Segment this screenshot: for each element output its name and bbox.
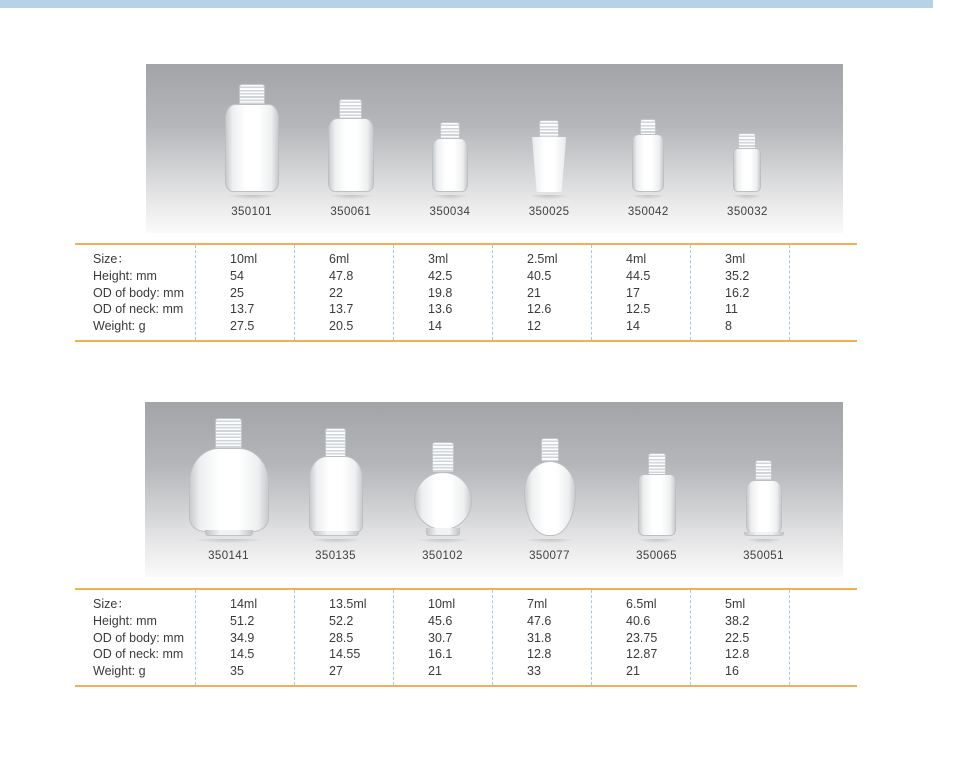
- spec-value: 12: [527, 319, 541, 334]
- bottle-350042: [599, 64, 698, 233]
- glass-bottle-icon: [432, 122, 468, 192]
- spec-value: 31.8: [527, 630, 552, 645]
- spec-value: 21: [527, 285, 541, 300]
- bottle-reflection: [523, 195, 575, 201]
- spec-value: 7ml: [527, 597, 548, 611]
- spec-value: 12.8: [527, 647, 552, 662]
- glass-bottle-icon: [632, 119, 664, 192]
- bottle-body: [524, 461, 576, 536]
- bottle-body: [432, 138, 468, 192]
- bottle-350051: [710, 402, 817, 577]
- spec-value: 35: [230, 664, 244, 679]
- spec-value: 12.5: [626, 302, 651, 317]
- bottle-photo-group-2: [145, 402, 843, 577]
- bottle-reflection: [626, 195, 670, 201]
- bottle-neck: [432, 442, 454, 472]
- glass-bottle-icon: [638, 453, 676, 536]
- glass-bottle-icon: [189, 418, 269, 536]
- bottle-reflection: [518, 539, 582, 545]
- spec-row-labels: [75, 245, 195, 340]
- bottle-350025: [500, 64, 599, 233]
- bottle-body: [632, 134, 664, 192]
- spec-value: 16.1: [428, 647, 453, 662]
- spec-value: 44.5: [626, 268, 651, 283]
- spec-value: 6ml: [329, 252, 350, 266]
- bottle-350135: [282, 402, 389, 577]
- spec-tail-spacer: [789, 245, 857, 340]
- spec-row-label: Weight: g: [93, 319, 146, 334]
- bottle-reflection: [303, 539, 369, 545]
- spec-value: 13.7: [329, 302, 354, 317]
- bottle-350065: [603, 402, 710, 577]
- spec-row-label: Weight: g: [93, 664, 146, 679]
- bottle-code-label: 350065: [636, 550, 677, 562]
- spec-value: 28.5: [329, 630, 354, 645]
- bottle-code-label: 350061: [330, 206, 372, 218]
- spec-value: 3ml: [725, 252, 746, 266]
- bottle-code-label: 350034: [429, 206, 471, 218]
- bottle-body: [309, 456, 363, 533]
- spec-row-labels: [75, 590, 195, 685]
- spec-value: 8: [725, 319, 732, 334]
- spec-row-label: OD of body: mm: [93, 630, 184, 645]
- spec-col-350101: [195, 245, 294, 340]
- spec-col-350135: [294, 590, 393, 685]
- spec-value: 10ml: [230, 252, 258, 266]
- bottle-body: [746, 480, 782, 534]
- glass-bottle-icon: [328, 99, 374, 192]
- spec-row-label: OD of neck: mm: [93, 647, 184, 662]
- bottle-neck: [648, 453, 666, 474]
- spec-value: 14: [428, 319, 442, 334]
- spec-value: 4ml: [626, 252, 647, 266]
- spec-col-350025: [492, 245, 591, 340]
- spec-row-label: Height: mm: [93, 613, 157, 628]
- spec-value: 34.9: [230, 630, 255, 645]
- glass-bottle-icon: [225, 84, 279, 192]
- spec-value: 54: [230, 268, 244, 283]
- bottle-code-label: 350141: [208, 550, 249, 562]
- bottle-base: [205, 530, 253, 536]
- spec-value: 40.5: [527, 268, 552, 283]
- spec-value: 51.2: [230, 613, 255, 628]
- spec-value: 12.6: [527, 302, 552, 317]
- bottle-reflection: [219, 195, 285, 201]
- spec-value: 21: [428, 664, 442, 679]
- bottle-code-label: 350135: [315, 550, 356, 562]
- bottle-body: [638, 474, 676, 536]
- bottle-row-2: [145, 402, 843, 577]
- spec-value: 27.5: [230, 319, 255, 334]
- bottle-body: [328, 118, 374, 192]
- spec-value: 22: [329, 285, 343, 300]
- spec-tail-spacer: [789, 590, 857, 685]
- spec-value: 38.2: [725, 613, 750, 628]
- spec-row-label: OD of neck: mm: [93, 302, 184, 317]
- spec-value: 20.5: [329, 319, 354, 334]
- bottle-code-label: 350051: [743, 550, 784, 562]
- bottle-code-label: 350042: [627, 206, 669, 218]
- spec-table-1: [75, 243, 857, 342]
- spec-value: 12.87: [626, 647, 658, 662]
- spec-value: 17: [626, 285, 640, 300]
- spec-col-350042: [591, 245, 690, 340]
- bottle-neck: [738, 133, 756, 148]
- bottle-reflection: [322, 195, 380, 201]
- bottle-reflection: [408, 539, 478, 545]
- spec-row-label: OD of body: mm: [93, 285, 184, 300]
- spec-value: 16: [725, 664, 739, 679]
- spec-value: 52.2: [329, 613, 354, 628]
- spec-value: 13.5ml: [329, 597, 367, 611]
- spec-col-350061: [294, 245, 393, 340]
- bottle-code-label: 350077: [529, 550, 570, 562]
- spec-value: 3ml: [428, 252, 449, 266]
- bottle-neck: [539, 120, 559, 137]
- bottle-code-label: 350032: [727, 206, 768, 218]
- top-accent-bar: [0, 0, 933, 8]
- bottle-neck: [215, 418, 242, 448]
- glass-bottle-icon: [744, 460, 784, 536]
- bottle-code-label: 350025: [528, 206, 570, 218]
- bottle-base: [313, 531, 359, 536]
- bottle-row-1: [146, 64, 843, 233]
- spec-value: 42.5: [428, 268, 453, 283]
- bottle-350141: [175, 402, 282, 577]
- spec-value: 19.8: [428, 285, 453, 300]
- spec-value: 13.7: [230, 302, 255, 317]
- bottle-reflection: [740, 539, 788, 545]
- glass-bottle-icon: [414, 442, 472, 536]
- bottle-350034: [400, 64, 499, 233]
- spec-value: 22.5: [725, 630, 750, 645]
- bottle-reflection: [727, 195, 767, 201]
- bottle-350061: [301, 64, 400, 233]
- spec-value: 11: [725, 302, 738, 317]
- bottle-350032: [698, 64, 797, 233]
- spec-col-350102: [393, 590, 492, 685]
- spec-row-label: Height: mm: [93, 268, 157, 283]
- spec-value: 27: [329, 664, 343, 679]
- spec-value: 6.5ml: [626, 597, 657, 611]
- spec-col-350032: [690, 245, 789, 340]
- bottle-body: [733, 148, 761, 192]
- bottle-neck: [440, 122, 460, 138]
- spec-value: 30.7: [428, 630, 453, 645]
- bottle-body: [225, 104, 279, 192]
- spec-value: 5ml: [725, 597, 746, 611]
- bottle-neck: [239, 84, 265, 104]
- spec-col-350065: [591, 590, 690, 685]
- spec-value: 2.5ml: [527, 252, 558, 266]
- bottle-base: [744, 532, 784, 536]
- glass-bottle-icon: [524, 438, 576, 536]
- glass-bottle-icon: [309, 428, 363, 536]
- spec-row-label: Size：: [93, 252, 130, 266]
- bottle-neck: [541, 438, 559, 461]
- spec-value: 35.2: [725, 268, 750, 283]
- bottle-code-label: 350101: [231, 206, 272, 218]
- bottle-body: [414, 472, 472, 530]
- spec-value: 40.6: [626, 613, 651, 628]
- bottle-350101: [202, 64, 301, 233]
- bottle-photo-group-1: [146, 64, 843, 233]
- spec-col-350051: [690, 590, 789, 685]
- spec-value: 21: [626, 664, 640, 679]
- spec-table-2: [75, 588, 857, 687]
- spec-value: 47.6: [527, 613, 552, 628]
- spec-col-350077: [492, 590, 591, 685]
- spec-value: 14ml: [230, 597, 258, 611]
- bottle-code-label: 350102: [422, 550, 463, 562]
- bottle-reflection: [426, 195, 474, 201]
- bottle-neck: [325, 428, 346, 456]
- spec-value: 14.55: [329, 647, 361, 662]
- glass-bottle-icon: [733, 133, 761, 192]
- spec-value: 10ml: [428, 597, 456, 611]
- bottle-body: [189, 448, 269, 532]
- spec-value: 16.2: [725, 285, 750, 300]
- spec-value: 12.8: [725, 647, 750, 662]
- spec-col-350141: [195, 590, 294, 685]
- spec-value: 47.8: [329, 268, 354, 283]
- spec-value: 14.5: [230, 647, 255, 662]
- bottle-350102: [389, 402, 496, 577]
- bottle-reflection: [632, 539, 682, 545]
- bottle-neck: [640, 119, 656, 134]
- spec-value: 13.6: [428, 302, 453, 317]
- bottle-body: [529, 137, 569, 192]
- bottle-350077: [496, 402, 603, 577]
- spec-col-350034: [393, 245, 492, 340]
- glass-bottle-icon: [529, 120, 569, 192]
- bottle-neck: [339, 99, 362, 118]
- bottle-base: [426, 528, 460, 536]
- bottle-neck: [755, 460, 772, 480]
- spec-value: 23.75: [626, 630, 658, 645]
- spec-value: 33: [527, 664, 541, 679]
- spec-row-label: Size：: [93, 597, 130, 611]
- spec-value: 14: [626, 319, 640, 334]
- spec-value: 45.6: [428, 613, 453, 628]
- spec-value: 25: [230, 285, 244, 300]
- bottle-reflection: [183, 539, 275, 545]
